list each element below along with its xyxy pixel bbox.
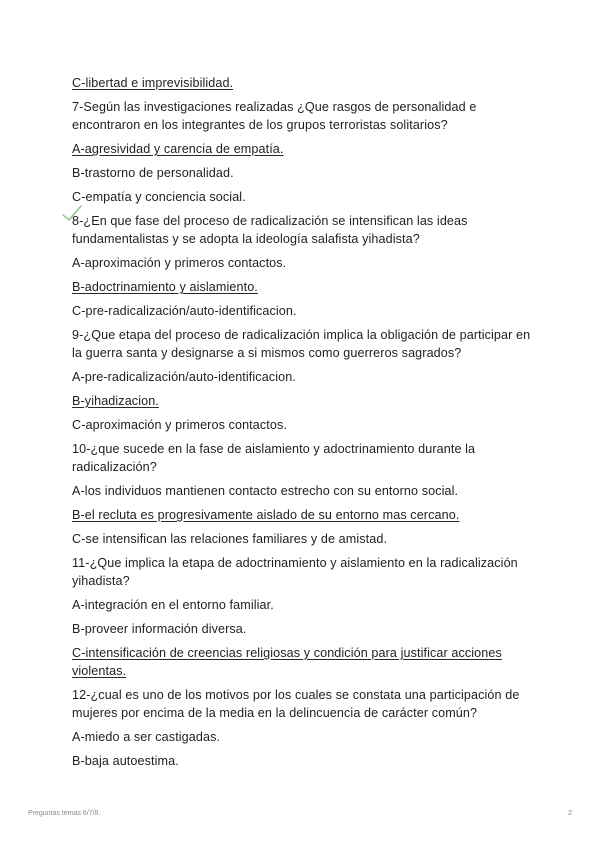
answer-option: C-intensificación de creencias religiosas y condición para justificar acciones violentas.	[72, 646, 502, 678]
answer-option: C-se intensifican las relaciones familiares y de amistad.	[72, 532, 388, 546]
question-list	[72, 74, 542, 776]
question-text: 12-¿cual es uno de los motivos por los cuales se constata una participación de mujeres por encima de la media en la delincuencia de carácter común?	[72, 688, 520, 720]
answer-option: B-el recluta es progresivamente aislado de su entorno mas cercano.	[72, 508, 460, 522]
answer-option: A-agresividad y carencia de empatía.	[72, 142, 284, 156]
answer-option: B-trastorno de personalidad.	[72, 166, 234, 180]
answer-option: A-aproximación y primeros contactos.	[72, 256, 287, 270]
answer-option: B-proveer información diversa.	[72, 622, 247, 636]
question-text: 7-Según las investigaciones realizadas ¿Que rasgos de personalidad e encontraron en los integrantes de los grupos terroristas solitarios?	[72, 100, 477, 132]
answer-option: C-pre-radicalización/auto-identificacion.	[72, 304, 297, 318]
answer-option: B-yihadizacion.	[72, 394, 159, 408]
answer-option: C-aproximación y primeros contactos.	[72, 418, 287, 432]
answer-option: A-integración en el entorno familiar.	[72, 598, 274, 612]
answer-option: B-baja autoestima.	[72, 754, 179, 768]
question-text: 10-¿que sucede en la fase de aislamiento y adoctrinamiento durante la radicalización?	[72, 442, 476, 474]
page-number: 2	[568, 810, 572, 817]
answer-option: B-adoctrinamiento y aislamiento.	[72, 280, 258, 294]
footer-title: Preguntas temas 6/7/8.	[28, 810, 101, 817]
answer-option: A-miedo a ser castigadas.	[72, 730, 221, 744]
answer-option: C-libertad e imprevisibilidad.	[72, 76, 234, 90]
question-text: 11-¿Que implica la etapa de adoctrinamiento y aislamiento en la radicalización yihadista?	[72, 556, 518, 588]
answer-option: A-pre-radicalización/auto-identificacion.	[72, 370, 296, 384]
answer-option: C-empatía y conciencia social.	[72, 190, 246, 204]
answer-option: A-los individuos mantienen contacto estrecho con su entorno social.	[72, 484, 459, 498]
question-text: 9-¿Que etapa del proceso de radicalización implica la obligación de participar en la guerra santa y designarse a si mismos como guerreros sagrados?	[72, 328, 531, 360]
question-text: 8-¿En que fase del proceso de radicalización se intensifican las ideas fundamentalistas y se adopta la ideología salafista yihadista?	[72, 214, 468, 246]
